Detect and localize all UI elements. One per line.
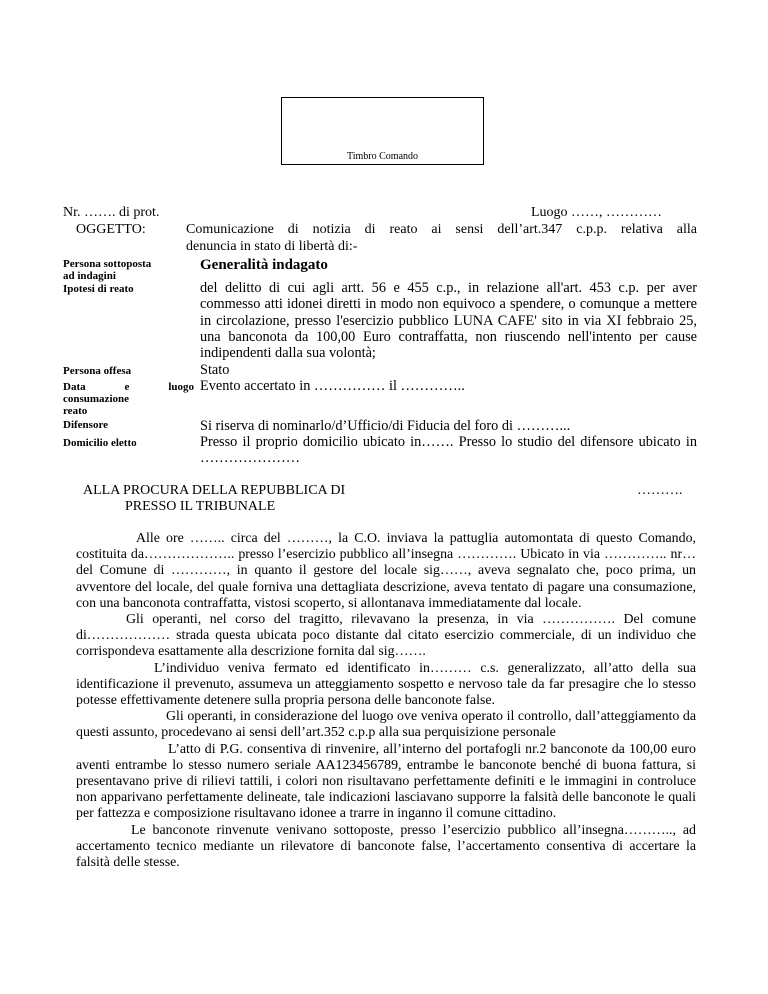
suspect-label-1: Persona sottoposta	[63, 258, 152, 270]
subject-line-1: Comunicazione di notizia di reato ai sensi dell’art.347 c.p.p. relativa alla	[186, 222, 697, 237]
recipient-line-1: ALLA PROCURA DELLA REPUBBLICA DI	[83, 483, 346, 498]
lawyer-value: Si riserva di nominarlo/d’Ufficio/di Fiducia del foro di ………...	[200, 418, 571, 434]
victim-value: Stato	[200, 362, 230, 378]
date-place-label-3: reato	[63, 405, 88, 417]
body-paragraph-3: L’individuo veniva fermato ed identificato in……… c.s. generalizzato, all’atto della sua identificazione il prevenuto, assumeva un atteggiamento sospetto e nervoso tale da far presagire che lo stesso potesse effettivamente detenere sulla propria persona delle banconote false.	[76, 660, 696, 709]
protocol-number: Nr. ……. di prot.	[63, 205, 160, 220]
date-place-label-1: Data e luogo	[63, 381, 194, 393]
place-date: Luogo ……, …………	[531, 205, 663, 220]
crime-value: del delitto di cui agli artt. 56 e 455 c.p., in relazione all'art. 453 c.p. per aver commesso atti idonei diretti in modo non equivoco a spendere, o comunque a mettere in circolazione, presso l'esercizio pubblico LUNA CAFE' sito in via XI febbraio 25, una banconota da 100,00 Euro contraffatta, non riuscendo nell'intento per cause indipendenti dalla sua volontà;	[200, 280, 697, 362]
crime-label: Ipotesi di reato	[63, 283, 134, 295]
body-paragraph-6: Le banconote rinvenute venivano sottoposte, presso l’esercizio pubblico all’insegna……….., ad accertamento tecnico mediante un rilevatore di banconote false, l’accertamento consentiva di accertare la falsità delle stesse.	[76, 822, 696, 871]
date-place-label-2: consumazione	[63, 393, 129, 405]
suspect-label-2: ad indagini	[63, 270, 116, 282]
subject-label: OGGETTO:	[76, 222, 146, 237]
recipient-line-2: PRESSO IL TRIBUNALE	[125, 499, 276, 514]
subject-line-2: denuncia in stato di libertà di:-	[186, 239, 358, 254]
stamp-box	[281, 97, 484, 165]
recipient-dots: ……….	[637, 483, 683, 498]
victim-label: Persona offesa	[63, 365, 132, 377]
stamp-label: Timbro Comando	[346, 151, 419, 162]
domicile-label: Domicilio eletto	[63, 437, 137, 449]
domicile-value: Presso il proprio domicilio ubicato in……. Presso lo studio del difensore ubicato in …………………	[200, 434, 697, 467]
body-paragraph-1: Alle ore …….. circa del ………, la C.O. inviava la pattuglia automontata di questo Comando, costituita da……………….. presso l’esercizio pubblico all’insegna …………. Ubicato in via ………….. nr… del Comune di …………, in quanto il gestore del locale sig……, aveva segnalato che, poco prima, un avventore del locale, del quale forniva una dettagliata descrizione, aveva tentato di pagare una consumazione, con una banconota contraffatta, vistosi scoperto, si allontanava immediatamente dal locale.	[76, 531, 696, 611]
date-place-value: Evento accertato in …………… il …………..	[200, 378, 465, 394]
body-paragraph-4: Gli operanti, in considerazione del luogo ove veniva operato il controllo, dall’atteggiamento da questi assunto, procedevano ai sensi dell’art.352 c.p.p alla sua perquisizione personale	[76, 709, 696, 741]
lawyer-label: Difensore	[63, 419, 109, 431]
suspect-value: Generalità indagato	[200, 257, 328, 273]
body-paragraph-5: L’atto di P.G. consentiva di rinvenire, all’interno del portafogli nr.2 banconote da 100,00 euro aventi entrambe lo stesso numero seriale AA123456789, entrambe le banconote benché di buona fattura, si presentavano prive di rilievi tattili, i colori non risultavano perfettamente definiti e le immagini in controluce non apparivano perfettamente delineate, tale indicazioni lasciavano supporre la falsità delle banconote le quali per fattezza e composizione risultavano idonee a trarre in inganno il comune cittadino.	[76, 741, 696, 822]
report-body	[76, 531, 696, 871]
body-paragraph-2: Gli operanti, nel corso del tragitto, rilevavano la presenza, in via ……………. Del comune di……………… strada questa ubicata poco distante dal citato esercizio commerciale, di un individuo che corrispondeva esattamente alla descrizione fornita dal sig…….	[76, 612, 696, 660]
